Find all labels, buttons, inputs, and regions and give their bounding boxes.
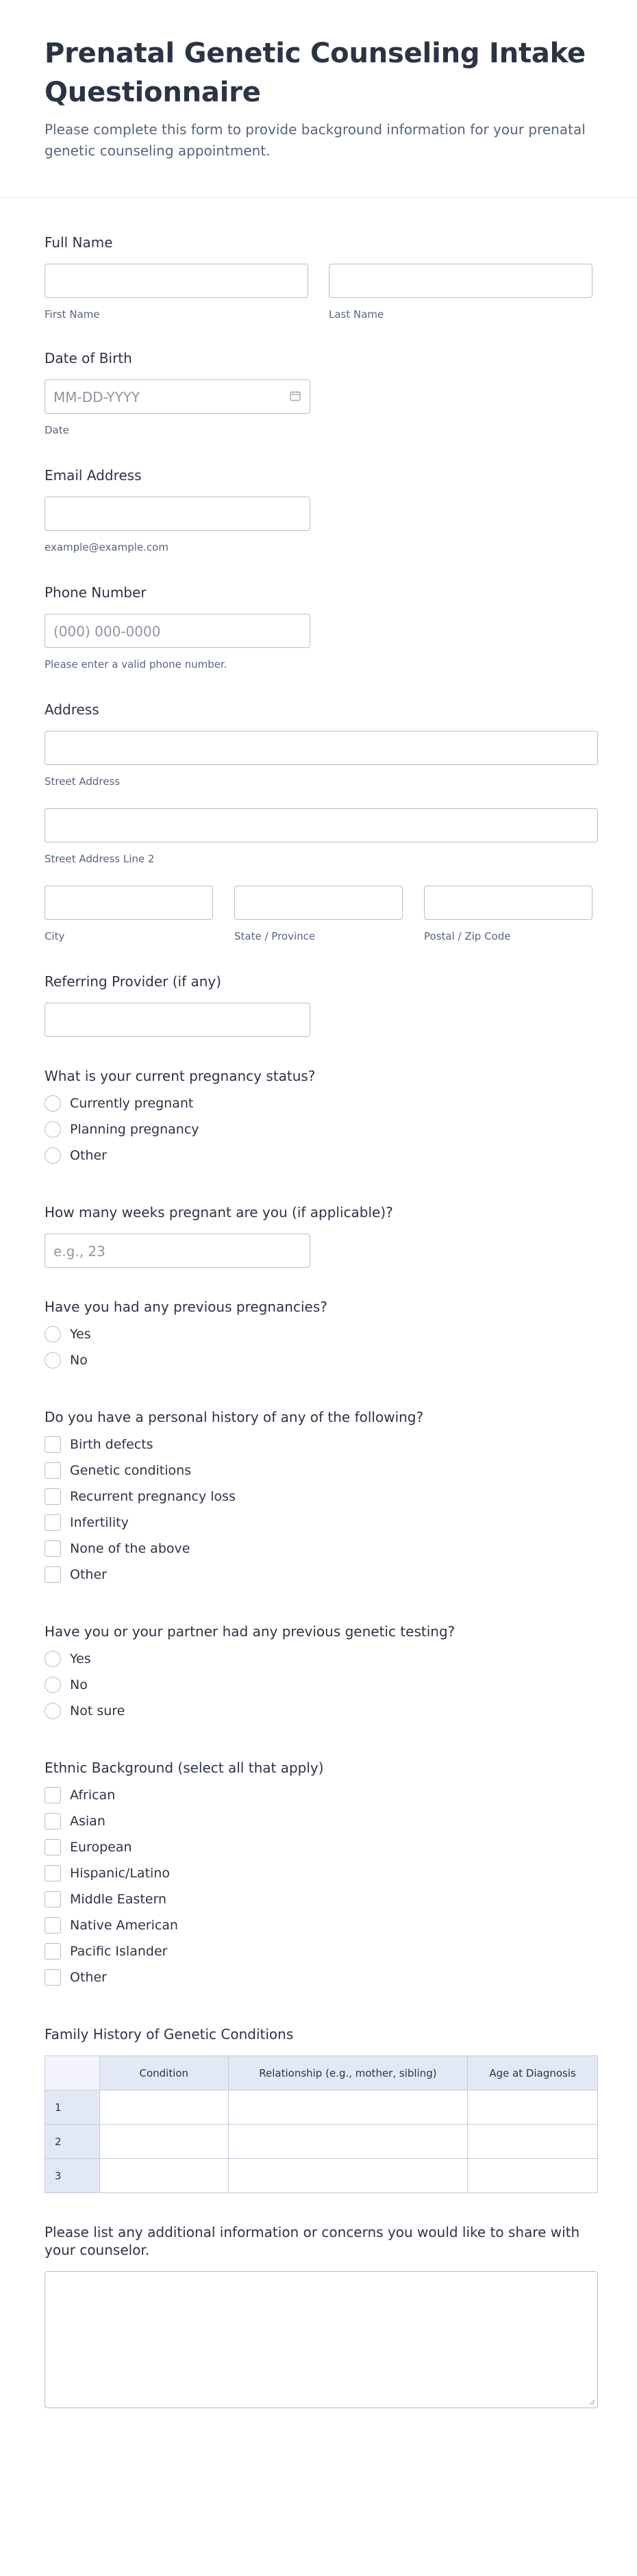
form-body — [0, 234, 637, 2408]
state-sublabel: State / Province — [234, 930, 316, 942]
table-cell-input[interactable] — [99, 2125, 228, 2159]
weeks-pregnant-label: How many weeks pregnant are you (if applicable)? — [45, 1204, 393, 1221]
street-address-input[interactable] — [45, 731, 598, 765]
ethnic-background-option[interactable]: Other — [45, 1964, 592, 1990]
radio-button[interactable] — [45, 1147, 61, 1164]
checkbox[interactable] — [45, 1488, 61, 1505]
checkbox[interactable] — [45, 1917, 61, 1934]
ethnic-background-option[interactable]: European — [45, 1834, 592, 1860]
checkbox[interactable] — [45, 1566, 61, 1583]
first-name-sublabel: First Name — [45, 308, 100, 321]
pregnancy-status-label: What is your current pregnancy status? — [45, 1068, 316, 1084]
street-address-sublabel: Street Address — [45, 775, 121, 788]
table-cell-input[interactable] — [468, 2125, 598, 2159]
street-address-2-sublabel: Street Address Line 2 — [45, 853, 155, 865]
ethnic-background-option[interactable]: Middle Eastern — [45, 1886, 592, 1912]
state-input[interactable] — [234, 886, 403, 920]
personal-history-option[interactable]: Recurrent pregnancy loss — [45, 1484, 592, 1510]
personal-history-label: Do you have a personal history of any of the following? — [45, 1409, 424, 1425]
pregnancy-status-field — [45, 1067, 592, 1168]
email-label: Email Address — [45, 467, 142, 484]
previous-pregnancies-option[interactable]: Yes — [45, 1321, 592, 1347]
weeks-pregnant-input[interactable] — [45, 1234, 310, 1268]
ethnic-background-option[interactable]: Asian — [45, 1808, 592, 1834]
checkbox[interactable] — [45, 1969, 61, 1986]
checkbox[interactable] — [45, 1891, 61, 1908]
genetic-testing-label: Have you or your partner had any previous genetic testing? — [45, 1623, 455, 1640]
table-cell-input[interactable] — [228, 2090, 468, 2125]
referring-provider-label: Referring Provider (if any) — [45, 973, 222, 990]
radio-button[interactable] — [45, 1703, 61, 1719]
additional-info-field — [45, 2223, 592, 2408]
weeks-pregnant-field — [45, 1203, 592, 1268]
previous-pregnancies-option[interactable]: No — [45, 1347, 592, 1373]
ethnic-background-option[interactable]: Hispanic/Latino — [45, 1860, 592, 1886]
referring-provider-field — [45, 973, 592, 1037]
personal-history-option[interactable]: None of the above — [45, 1536, 592, 1562]
table-row — [45, 2090, 598, 2125]
zip-input[interactable] — [424, 886, 592, 920]
column-header: Condition — [99, 2056, 228, 2090]
ethnic-background-field — [45, 1759, 592, 1990]
dob-label: Date of Birth — [45, 350, 132, 366]
table-cell-input[interactable] — [228, 2159, 468, 2193]
dob-input[interactable] — [45, 379, 310, 414]
weeks-placeholder: e.g., 23 — [53, 1243, 105, 1260]
genetic-testing-option[interactable]: Yes — [45, 1646, 592, 1672]
table-row — [45, 2125, 598, 2159]
row-header: 2 — [45, 2125, 100, 2159]
family-history-field — [45, 2025, 592, 2193]
row-header: 3 — [45, 2159, 100, 2193]
ethnic-background-option[interactable]: Native American — [45, 1912, 592, 1938]
dob-placeholder: MM-DD-YYYY — [53, 389, 140, 405]
dob-sublabel: Date — [45, 424, 69, 436]
checkbox[interactable] — [45, 1436, 61, 1453]
family-history-table — [45, 2055, 598, 2193]
phone-input[interactable] — [45, 614, 310, 648]
ethnic-background-label: Ethnic Background (select all that apply) — [45, 1760, 324, 1776]
radio-button[interactable] — [45, 1677, 61, 1693]
table-cell-input[interactable] — [99, 2090, 228, 2125]
radio-button[interactable] — [45, 1352, 61, 1368]
radio-button[interactable] — [45, 1326, 61, 1342]
checkbox[interactable] — [45, 1943, 61, 1960]
radio-button[interactable] — [45, 1651, 61, 1667]
full-name-field — [45, 234, 592, 321]
genetic-testing-option[interactable]: No — [45, 1672, 592, 1698]
phone-sublabel: Please enter a valid phone number. — [45, 658, 227, 671]
radio-button[interactable] — [45, 1121, 61, 1138]
row-header: 1 — [45, 2090, 100, 2125]
street-address-2-input[interactable] — [45, 808, 598, 842]
ethnic-background-option[interactable]: Pacific Islander — [45, 1938, 592, 1964]
city-input[interactable] — [45, 886, 213, 920]
table-row — [45, 2159, 598, 2193]
zip-sublabel: Postal / Zip Code — [424, 930, 511, 942]
table-cell-input[interactable] — [99, 2159, 228, 2193]
email-input[interactable] — [45, 497, 310, 531]
pregnancy-status-option[interactable]: Other — [45, 1142, 592, 1168]
table-cell-input[interactable] — [468, 2159, 598, 2193]
additional-info-label: Please list any additional information or concerns you would like to share with your counselor. — [45, 2224, 580, 2258]
resize-grip-icon[interactable] — [588, 2399, 595, 2405]
personal-history-field — [45, 1408, 592, 1588]
checkbox[interactable] — [45, 1787, 61, 1803]
personal-history-option[interactable]: Infertility — [45, 1510, 592, 1536]
checkbox[interactable] — [45, 1540, 61, 1557]
form-header — [0, 0, 637, 198]
family-history-label: Family History of Genetic Conditions — [45, 2026, 294, 2042]
email-field — [45, 466, 592, 553]
form-title: Prenatal Genetic Counseling Intake Questionnaire — [45, 38, 586, 108]
genetic-testing-field — [45, 1623, 592, 1724]
last-name-input[interactable] — [329, 264, 592, 298]
checkbox[interactable] — [45, 1865, 61, 1881]
table-corner — [45, 2056, 100, 2090]
table-cell-input[interactable] — [468, 2090, 598, 2125]
first-name-input[interactable] — [45, 264, 308, 298]
form-description: Please complete this form to provide background information for your prenatal genetic counseling appointment. — [45, 121, 586, 159]
personal-history-option[interactable]: Other — [45, 1562, 592, 1588]
pregnancy-status-option[interactable]: Planning pregnancy — [45, 1116, 592, 1142]
phone-label: Phone Number — [45, 584, 147, 601]
table-cell-input[interactable] — [228, 2125, 468, 2159]
full-name-label: Full Name — [45, 234, 113, 251]
checkbox[interactable] — [45, 1813, 61, 1829]
address-field — [45, 701, 592, 942]
last-name-sublabel: Last Name — [329, 308, 384, 321]
checkbox[interactable] — [45, 1462, 61, 1479]
dob-field — [45, 349, 592, 436]
email-sublabel: example@example.com — [45, 541, 168, 553]
checkbox[interactable] — [45, 1514, 61, 1531]
ethnic-background-option[interactable]: African — [45, 1782, 592, 1808]
radio-button[interactable] — [45, 1095, 61, 1112]
calendar-icon[interactable] — [289, 390, 301, 402]
referring-provider-input[interactable] — [45, 1003, 310, 1037]
previous-pregnancies-field — [45, 1298, 592, 1373]
phone-field — [45, 584, 592, 671]
genetic-testing-option[interactable]: Not sure — [45, 1698, 592, 1724]
city-sublabel: City — [45, 930, 65, 942]
additional-info-textarea[interactable] — [45, 2271, 598, 2408]
column-header: Age at Diagnosis — [468, 2056, 598, 2090]
personal-history-option[interactable]: Birth defects — [45, 1431, 592, 1458]
checkbox[interactable] — [45, 1839, 61, 1855]
previous-pregnancies-label: Have you had any previous pregnancies? — [45, 1299, 327, 1315]
personal-history-option[interactable]: Genetic conditions — [45, 1458, 592, 1484]
column-header: Relationship (e.g., mother, sibling) — [228, 2056, 468, 2090]
pregnancy-status-option[interactable]: Currently pregnant — [45, 1090, 592, 1116]
address-label: Address — [45, 701, 99, 718]
phone-placeholder: (000) 000-0000 — [53, 623, 161, 640]
